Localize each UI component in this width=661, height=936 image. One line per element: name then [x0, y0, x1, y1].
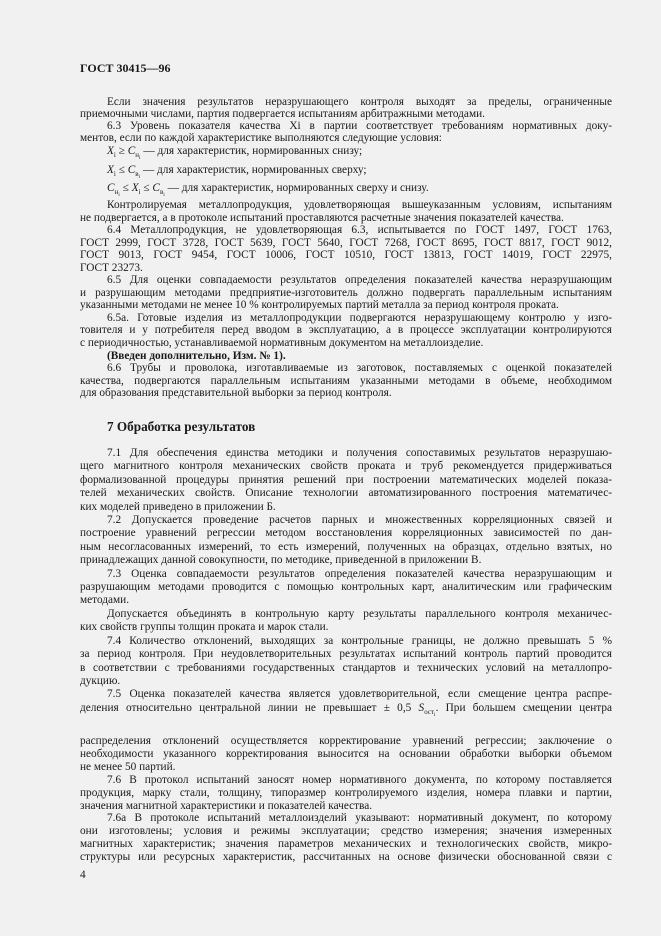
text-line: и разрушающим методами предприятие-изготовитель должно подвергать параллельным испытаниям — [80, 286, 612, 299]
text-block-7-5-7-6a — [80, 735, 612, 864]
text-line: щего магнитного контроля механических свойств проката и труб рекомендуется придерживаться — [80, 460, 612, 473]
text-line: 7.5 Оценка показателей качества является удовлетворительной, если смещение центра распре- — [107, 688, 612, 701]
text-line — [80, 702, 612, 718]
text-line: Контролируемая металлопродукция, удовлетворяющая вышеуказанным условиям, испытаниям — [107, 199, 612, 211]
text-line: структуры или ресурсных характеристик, рассчитанных на основе физически обоснованной связи с — [80, 851, 612, 864]
text-line: не менее 50 партий. — [80, 760, 176, 773]
formula-upper-bound: $X_i \le C_{в_i}$ — для характеристик, нормированных сверху; — [107, 164, 367, 180]
text-line: Если значения результатов неразрушающего контроля выходят за пределы, ограниченные — [107, 96, 612, 108]
text-line: ГОСТ 23273. — [80, 261, 143, 274]
formula-lower-bound: $X_i \ge C_{н_i}$ — для характеристик, нормированных снизу; — [107, 145, 363, 161]
text-line: формализованной процедуры принятия решений при построении математических моделей показа- — [80, 473, 612, 486]
text-line: значения магнитной характеристики и показателей качества. — [80, 799, 373, 812]
text-line: 7.6 В протокол испытаний заносят номер нормативного документа, по которому поставляется — [107, 773, 612, 786]
text-line: необходимости указанного корректирования выносится на основании обработки выборки объемом — [80, 747, 612, 760]
text-line: (Введен дополнительно, Изм. № 1). — [107, 349, 286, 362]
text-line: Допускается объединять в контрольную карту результаты параллельного контроля механичес- — [107, 607, 612, 620]
text-line: 6.5а. Готовые изделия из металлопродукции подвергаются неразрушающему контролю у изго- — [107, 311, 612, 324]
text-line: не подвергается, а в протоколе испытаний проставляются расчетные значения показателей качества. — [80, 211, 564, 224]
text-line: магнитных характеристик; значения параметров механических и технологических свойств, микро- — [80, 838, 612, 851]
text-line: ких свойств группы толщин проката и марок стали. — [80, 621, 329, 634]
text-line: в соответствии с требованиями государственных стандартов и технических условий на металлопро- — [80, 661, 612, 674]
text-line: ких моделей приведено в приложении Б. — [80, 500, 276, 513]
section-heading: 7 Обработка результатов — [107, 419, 256, 434]
text-line: указанными методами не менее 10 % контролируемых партий металла за период контроля проката. — [80, 299, 559, 312]
text-line: качества, подвергаются параллельным испытаниям указанными методами в объеме, необходимом — [80, 374, 612, 387]
text-line: 6.6 Трубы и проволока, изготавливаемые из заготовок, поставляемых с оценкой показателей — [107, 362, 612, 375]
subscript-text: ост — [424, 707, 435, 716]
text-line: построение уравнений регрессии методом восстановления корреляционных зависимостей по дан- — [80, 527, 612, 540]
subscript-index: i — [434, 711, 436, 718]
text-line: для образования представительной выборки за период контроля. — [80, 387, 392, 400]
text-line: методами. — [80, 594, 130, 607]
text-line: 7.2 Допускается проведение расчетов парных и множественных корреляционных связей и — [107, 514, 612, 527]
text-line: 6.3 Уровень показателя качества Xi в партии соответствует требованиям нормативных доку- — [107, 120, 612, 132]
text-block-6-2-6-3 — [80, 96, 612, 144]
text-block-7-1-7-5 — [80, 447, 612, 718]
text-line: дукцию. — [80, 674, 121, 687]
page-number: 4 — [80, 869, 86, 881]
text-line: телей механических свойств. Описание технологии автоматизированного построения математичес- — [80, 487, 612, 500]
text-line: продукция, марку стали, толщину, типоразмер контролируемого изделия, номера плавки и партии, — [80, 786, 612, 799]
variable-s: S — [418, 701, 425, 714]
text-block-6-4-6-6 — [80, 199, 612, 400]
document-header: ГОСТ 30415—96 — [80, 61, 171, 75]
text-fragment: деления относительно центральной линии не превышает ± 0,5 — [80, 701, 419, 714]
text-line: ГОСТ 2999, ГОСТ 3728, ГОСТ 5639, ГОСТ 5640, ГОСТ 7268, ГОСТ 8695, ГОСТ 8817, ГОСТ 9012, — [80, 236, 612, 249]
text-line: они изготовлены; условия и режимы эксплуатации; средство измерения; значения измеренных — [80, 825, 612, 838]
text-line: распределения отклонений осуществляется корректирование уравнений регрессии; заключение о — [80, 735, 612, 747]
text-line: с периодичностью, устанавливаемой нормативным документом на металлоизделие. — [80, 337, 484, 350]
text-fragment: . При большем смещении центра — [435, 701, 613, 714]
text-line: за период контроля. При неудовлетворительных результатах испытаний контроль партий проводится — [80, 648, 612, 661]
text-line: 7.1 Для обеспечения единства методики и получения сопоставимых результатов неразрушаю- — [107, 447, 612, 459]
text-line: 6.5 Для оценки совпадаемости результатов определения показателей качества неразрушающим — [107, 274, 612, 287]
text-line: ментов, если по каждой характеристике выполняются следующие условия: — [80, 132, 442, 144]
text-line: 7.4 Количество отклонений, выходящих за контрольные границы, не должно превышать 5 % — [107, 634, 612, 647]
text-line: 7.3 Оценка совпадаемости результатов определения показателей качества неразрушающим и — [107, 567, 612, 580]
text-line: 7.6а В протоколе испытаний металлоизделий указывают: нормативный документ, по которому — [107, 812, 612, 825]
text-line: товителя и у потребителя перед вводом в эксплуатацию, а в процессе эксплуатации контролируются — [80, 324, 612, 337]
formula-both-bounds: $C_{н_i} \le X_i \le C_{в_i}$ — для характеристик, нормированных сверху и снизу. — [107, 182, 429, 198]
text-line: 6.4 Металлопродукция, не удовлетворяющая 6.3, испытывается по ГОСТ 1497, ГОСТ 1763, — [107, 224, 612, 237]
subscript-ost — [424, 708, 435, 716]
text-line: ным несогласованных измерений, то есть измерений, полученных на образцах, отдельно взятых, но — [80, 540, 612, 553]
text-line: принадлежащих данной совокупности, по методике, приведенной в приложении В. — [80, 554, 482, 567]
text-line: разрушающим методами проводится с помощью контрольных карт, аналитическим или графическим — [80, 581, 612, 594]
text-line: ГОСТ 9013, ГОСТ 9454, ГОСТ 10006, ГОСТ 10510, ГОСТ 13813, ГОСТ 14019, ГОСТ 22975, — [80, 249, 612, 262]
text-line: приемочными числами, партия подвергается испытаниям арбитражными методами. — [80, 108, 485, 120]
